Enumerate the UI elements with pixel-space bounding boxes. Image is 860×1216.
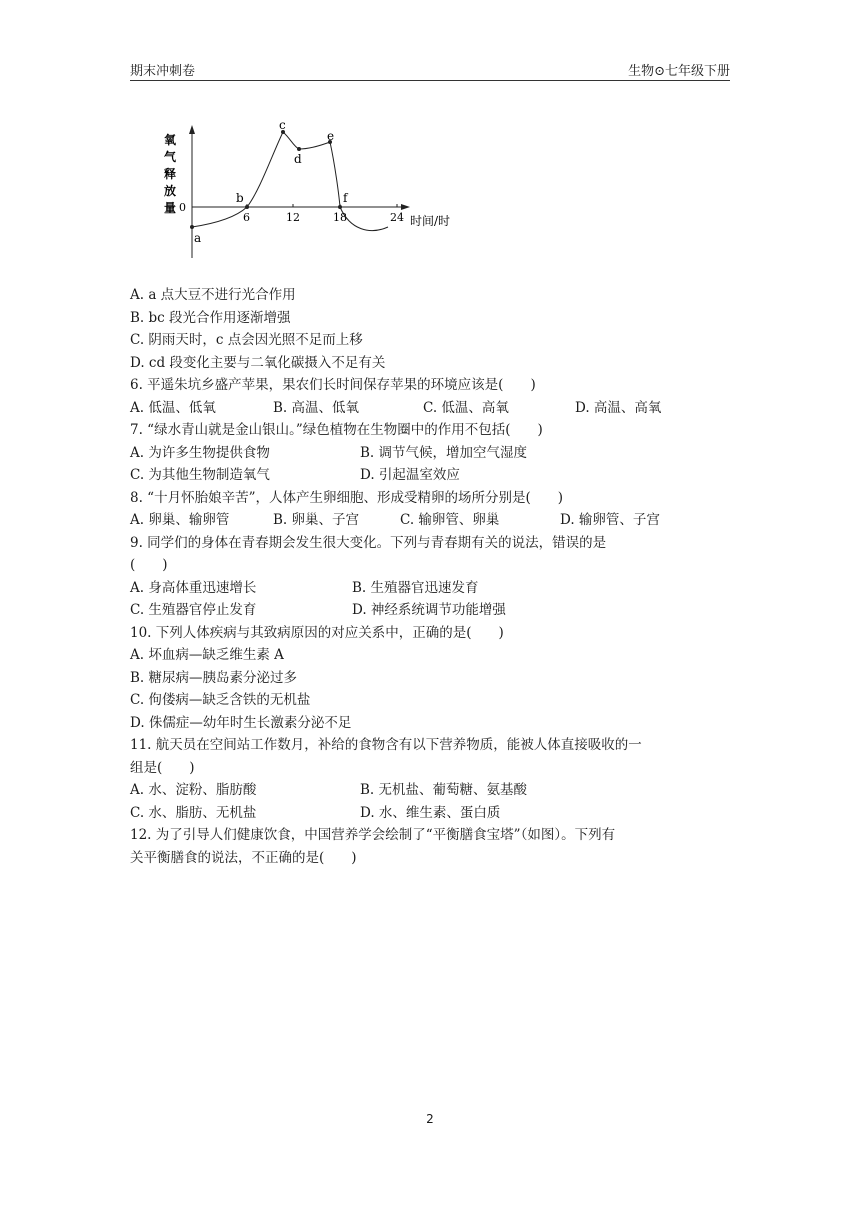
q11-options-row2	[130, 802, 730, 825]
q7-option-b: B. 调节气候，增加空气湿度	[360, 444, 528, 461]
q9-option-c: C. 生殖器官停止发育	[130, 602, 257, 618]
q8-stem: 8. “十月怀胎娘辛苦”，人体产生卵细胞、形成受精卵的场所分别是( )	[130, 489, 564, 506]
y-label-char-5: 量	[164, 201, 177, 215]
q5-option-c: C. 阴雨天时，c 点会因光照不足而上移	[130, 332, 363, 348]
header-title: 期末冲刺卷	[130, 64, 196, 79]
q10-option-d: D. 侏儒症—幼年时生长激素分泌不足	[130, 714, 352, 731]
q8-option-a: A. 卵巢、输卵管	[130, 512, 230, 528]
q11-option-b: B. 无机盐、葡萄糖、氨基酸	[360, 782, 528, 798]
page-number: 2	[426, 1112, 434, 1126]
point-f	[338, 205, 342, 209]
label-a: a	[194, 231, 202, 245]
q7-options-row1	[130, 442, 730, 465]
tick-label-24: 24	[390, 211, 404, 224]
label-c: c	[279, 120, 286, 132]
q11-options-row1	[130, 779, 730, 802]
y-label-char-1: 氧	[164, 133, 177, 147]
point-b	[245, 205, 249, 209]
q8-option-b: B. 卵巢、子宫	[273, 512, 360, 528]
q6-option-d: D. 高温、高氧	[575, 399, 662, 416]
x-axis-label: 时间/时	[410, 214, 451, 228]
point-a	[190, 225, 194, 229]
q11-option-d: D. 水、维生素、蛋白质	[360, 804, 501, 821]
q5-option-a: A. a 点大豆不进行光合作用	[130, 287, 296, 303]
q12-stem-line1: 12. 为了引导人们健康饮食，中国营养学会绘制了“平衡膳食宝塔”（如图）。下列有	[130, 827, 616, 843]
tick-label-12: 12	[286, 211, 300, 224]
q6-option-b: B. 高温、低氧	[273, 399, 360, 416]
q11-option-c: C. 水、脂肪、无机盐	[130, 804, 257, 821]
y-label-char-4: 放	[164, 184, 177, 198]
q12-stem-line2: 关平衡膳食的说法，不正确的是( )	[130, 849, 357, 866]
q10-option-a: A. 坏血病—缺乏维生素 A	[130, 647, 284, 663]
q6-options	[130, 397, 730, 420]
point-d	[297, 147, 301, 151]
q11-option-a: A. 水、淀粉、脂肪酸	[130, 782, 257, 798]
q7-option-a: A. 为许多生物提供食物	[130, 444, 270, 461]
q9-option-a: A. 身高体重迅速增长	[130, 579, 257, 596]
question-content	[130, 284, 730, 869]
q8-option-d: D. 输卵管、子宫	[560, 512, 660, 528]
q6-option-a: A. 低温、低氧	[130, 399, 216, 416]
q9-option-b: B. 生殖器官迅速发育	[352, 579, 479, 596]
graph-svg	[160, 120, 470, 265]
q10-stem: 10. 下列人体疾病与其致病原因的对应关系中，正确的是( )	[130, 624, 504, 641]
oxygen-release-graph	[160, 120, 470, 265]
y-axis-arrow	[189, 125, 195, 134]
q9-stem-line2: ( )	[130, 557, 168, 573]
page-header	[130, 60, 730, 81]
q10-option-b: B. 糖尿病—胰岛素分泌过多	[130, 669, 298, 686]
header-subject: 生物⊙七年级下册	[628, 64, 730, 79]
label-d: d	[294, 152, 302, 166]
q11-stem-line1: 11. 航天员在空间站工作数月，补给的食物含有以下营养物质，能被人体直接吸收的一	[130, 737, 642, 753]
q5-option-d: D. cd 段变化主要与二氧化碳摄入不足有关	[130, 354, 386, 371]
label-e: e	[327, 129, 335, 143]
q11-stem-line2: 组是( )	[130, 759, 195, 776]
q7-option-c: C. 为其他生物制造氧气	[130, 467, 270, 483]
origin-label: 0	[179, 201, 186, 214]
label-b: b	[236, 191, 244, 205]
q7-option-d: D. 引起温室效应	[360, 467, 460, 483]
label-f: f	[343, 191, 348, 205]
y-label-char-2: 气	[164, 150, 177, 164]
q6-option-c: C. 低温、高氧	[423, 399, 509, 416]
q9-options-row2	[130, 599, 730, 622]
y-label-char-3: 释	[164, 167, 177, 181]
q5-option-b: B. bc 段光合作用逐渐增强	[130, 309, 291, 326]
q9-stem-line1: 9. 同学们的身体在青春期会发生很大变化。下列与青春期有关的说法，错误的是	[130, 534, 607, 551]
q7-options-row2	[130, 464, 730, 487]
q8-option-c: C. 输卵管、卵巢	[400, 512, 500, 528]
tick-label-6: 6	[243, 211, 250, 224]
tick-label-18: 18	[333, 211, 347, 224]
q6-stem: 6. 平遥朱坑乡盛产苹果，果农们长时间保存苹果的环境应该是( )	[130, 377, 536, 393]
q8-options	[130, 509, 730, 532]
x-axis-arrow	[401, 204, 410, 210]
q7-stem: 7. “绿水青山就是金山银山。”绿色植物在生物圈中的作用不包括( )	[130, 422, 543, 438]
q10-option-c: C. 佝偻病—缺乏含铁的无机盐	[130, 692, 311, 708]
q9-options-row1	[130, 577, 730, 600]
q9-option-d: D. 神经系统调节功能增强	[352, 602, 506, 618]
